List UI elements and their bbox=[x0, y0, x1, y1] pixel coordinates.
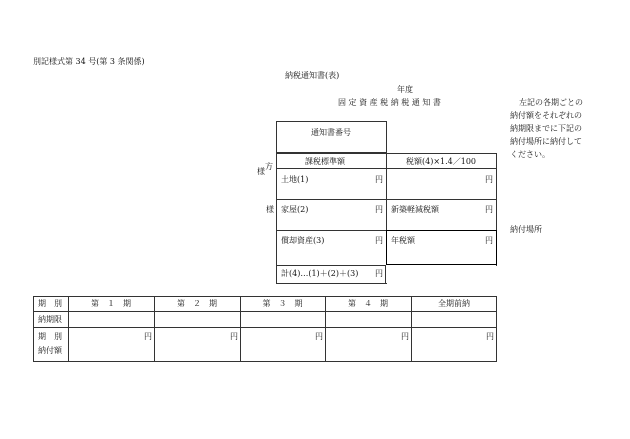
yen-mark: 円 bbox=[485, 175, 493, 184]
amount-row-label-2: 納付額 bbox=[38, 346, 62, 355]
main-title: 固 定 資 産 税 納 税 通 知 書 bbox=[338, 98, 441, 107]
side-note-line: 納期限までに下記の bbox=[510, 124, 582, 133]
total-label: 計(4)…(1)＋(2)＋(3) bbox=[281, 269, 359, 278]
yen-mark: 円 bbox=[401, 332, 409, 341]
notice-number-label: 通知書番号 bbox=[311, 128, 351, 137]
full-prepayment-header: 全期前納 bbox=[438, 299, 470, 308]
yen-mark: 円 bbox=[375, 269, 383, 278]
installment-3-header: 第 ３ 期 bbox=[262, 299, 303, 308]
yen-mark: 円 bbox=[375, 236, 383, 245]
installment-4-header: 第 ４ 期 bbox=[348, 299, 388, 308]
house-label: 家屋(2) bbox=[281, 205, 309, 214]
land-label: 土地(1) bbox=[281, 175, 309, 184]
side-note-line: 左記の各期ごとの bbox=[519, 98, 583, 107]
yen-mark: 円 bbox=[485, 236, 493, 245]
yen-mark: 円 bbox=[144, 332, 152, 341]
side-note-line: 納付額をそれぞれの bbox=[510, 111, 582, 120]
notice-number-box bbox=[276, 121, 387, 153]
yen-mark: 円 bbox=[485, 205, 493, 214]
installment-2-header: 第 ２ 期 bbox=[177, 299, 217, 308]
yen-mark: 円 bbox=[375, 175, 383, 184]
depreciable-assets-label: 償却資産(3) bbox=[281, 236, 325, 245]
addressee-sama-2: 様 bbox=[266, 205, 274, 214]
yen-mark: 円 bbox=[230, 332, 238, 341]
yen-mark: 円 bbox=[375, 205, 383, 214]
due-date-row-label: 納期限 bbox=[38, 315, 62, 324]
document-title: 納税通知書(表) bbox=[285, 71, 340, 80]
year-label: 年度 bbox=[397, 85, 413, 94]
amount-row-label-1: 期 別 bbox=[38, 332, 62, 341]
tax-base-header: 課税標準額 bbox=[305, 157, 345, 166]
side-note-line: ください。 bbox=[510, 150, 550, 159]
new-building-reduction-label: 新築軽減税額 bbox=[391, 205, 439, 214]
addressee-sama: 様 bbox=[257, 167, 265, 176]
yen-mark: 円 bbox=[486, 332, 494, 341]
addressee-kata: 方 bbox=[265, 162, 273, 171]
side-note-line: 納付場所に納付して bbox=[510, 137, 582, 146]
installment-1-header: 第 １ 期 bbox=[91, 299, 131, 308]
period-row-label: 期 別 bbox=[38, 299, 62, 308]
tax-amount-header: 税額(4)×1.4／100 bbox=[406, 157, 477, 166]
annual-tax-label: 年税額 bbox=[391, 236, 415, 245]
form-reference: 別記様式第 34 号(第 3 条関係) bbox=[33, 57, 145, 66]
payment-place-label: 納付場所 bbox=[510, 225, 542, 234]
yen-mark: 円 bbox=[315, 332, 323, 341]
